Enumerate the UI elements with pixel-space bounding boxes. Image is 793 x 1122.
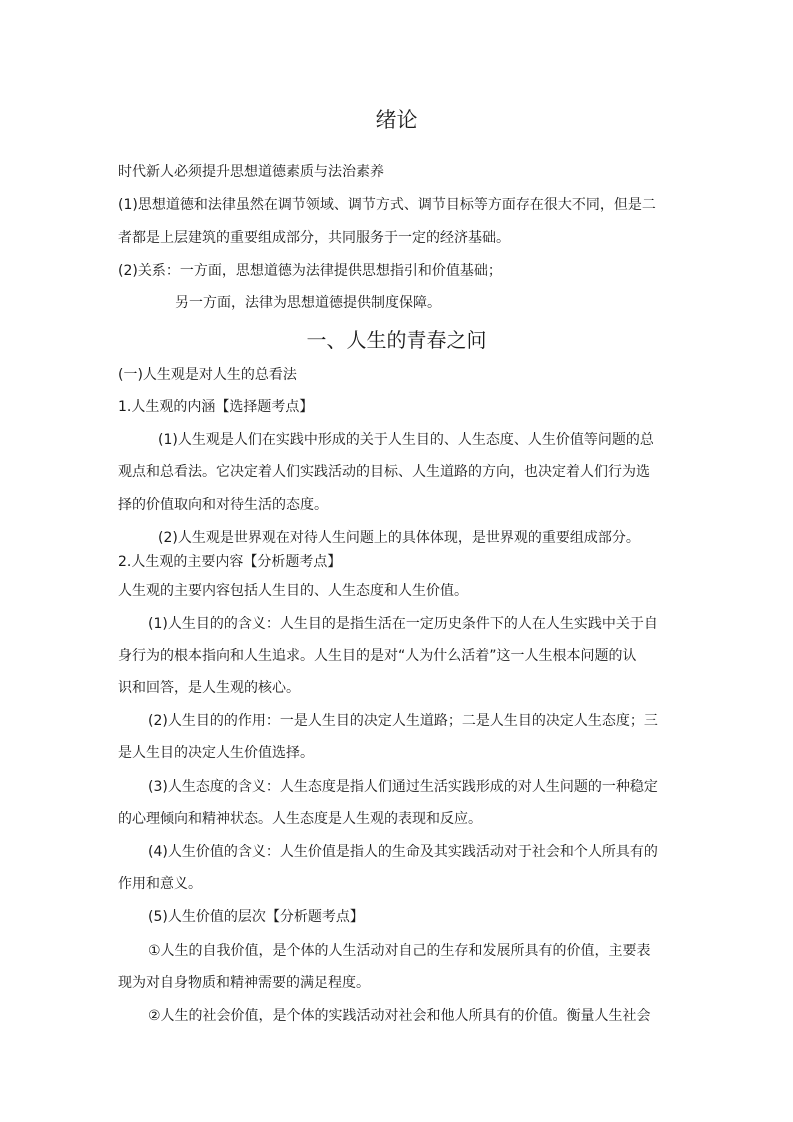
paragraph-line: (1)人生观是人们在实践中形成的关于人生目的、人生态度、人生价值等问题的总 xyxy=(158,432,654,448)
paragraph-line: 识和回答，是人生观的核心。 xyxy=(118,680,300,696)
section-heading: (一)人生观是对人生的总看法 xyxy=(118,367,297,383)
paragraph-line: (2)人生观是世界观在对待人生问题上的具体体现，是世界观的重要组成部分。 xyxy=(158,530,640,546)
document-title: 绪论 xyxy=(375,108,418,132)
paragraph-line: 的心理倾向和精神状态。人生态度是人生观的表现和反应。 xyxy=(118,811,482,827)
subsection-heading-1: 1.人生观的内涵【选择题考点】 xyxy=(118,399,314,415)
paragraph-line: 现为对自身物质和精神需要的满足程度。 xyxy=(118,975,370,991)
paragraph-line: 是人生目的决定人生价值选择。 xyxy=(118,745,314,761)
paragraph-line: 身行为的根本指向和人生追求。人生目的是对“人为什么活着”这一人生根本问题的认 xyxy=(118,648,637,664)
paragraph-line: (1)人生目的的含义：人生目的是指生活在一定历史条件下的人在人生实践中关于自 xyxy=(148,616,658,632)
paragraph-line: (5)人生价值的层次【分析题考点】 xyxy=(148,909,364,925)
paragraph-line: ②人生的社会价值，是个体的实践活动对社会和他人所具有的价值。衡量人生社会 xyxy=(148,1008,651,1024)
intro-paragraph-2-line-2: 另一方面，法律为思想道德提供制度保障。 xyxy=(175,295,441,311)
paragraph-line: (3)人生态度的含义：人生态度是指人们通过生活实践形成的对人生问题的一种稳定 xyxy=(148,779,658,795)
intro-paragraph-1-line-1: (1)思想道德和法律虽然在调节领域、调节方式、调节目标等方面存在很大不同，但是二 xyxy=(118,197,656,213)
intro-paragraph-2-line-1: (2)关系：一方面，思想道德为法律提供思想指引和价值基础； xyxy=(118,263,502,279)
intro-paragraph-1-line-2: 者都是上层建筑的重要组成部分，共同服务于一定的经济基础。 xyxy=(118,230,510,246)
paragraph-line: ①人生的自我价值，是个体的人生活动对自己的生存和发展所具有的价值，主要表 xyxy=(148,943,651,959)
chapter-title: 一、人生的青春之问 xyxy=(306,328,487,352)
paragraph-line: 人生观的主要内容包括人生目的、人生态度和人生价值。 xyxy=(118,583,468,599)
paragraph-line: (2)人生目的的作用：一是人生目的决定人生道路；二是人生目的决定人生态度；三 xyxy=(148,713,658,729)
paragraph-line: (4)人生价值的含义：人生价值是指人的生命及其实践活动对于社会和个人所具有的 xyxy=(148,844,658,860)
paragraph-line: 作用和意义。 xyxy=(118,876,202,892)
intro-heading: 时代新人必须提升思想道德素质与法治素养 xyxy=(118,164,384,180)
paragraph-line: 观点和总看法。它决定着人们实践活动的目标、人生道路的方向，也决定着人们行为选 xyxy=(118,464,650,480)
subsection-heading-2: 2.人生观的主要内容【分析题考点】 xyxy=(118,554,342,570)
paragraph-line: 择的价值取向和对待生活的态度。 xyxy=(118,497,328,513)
